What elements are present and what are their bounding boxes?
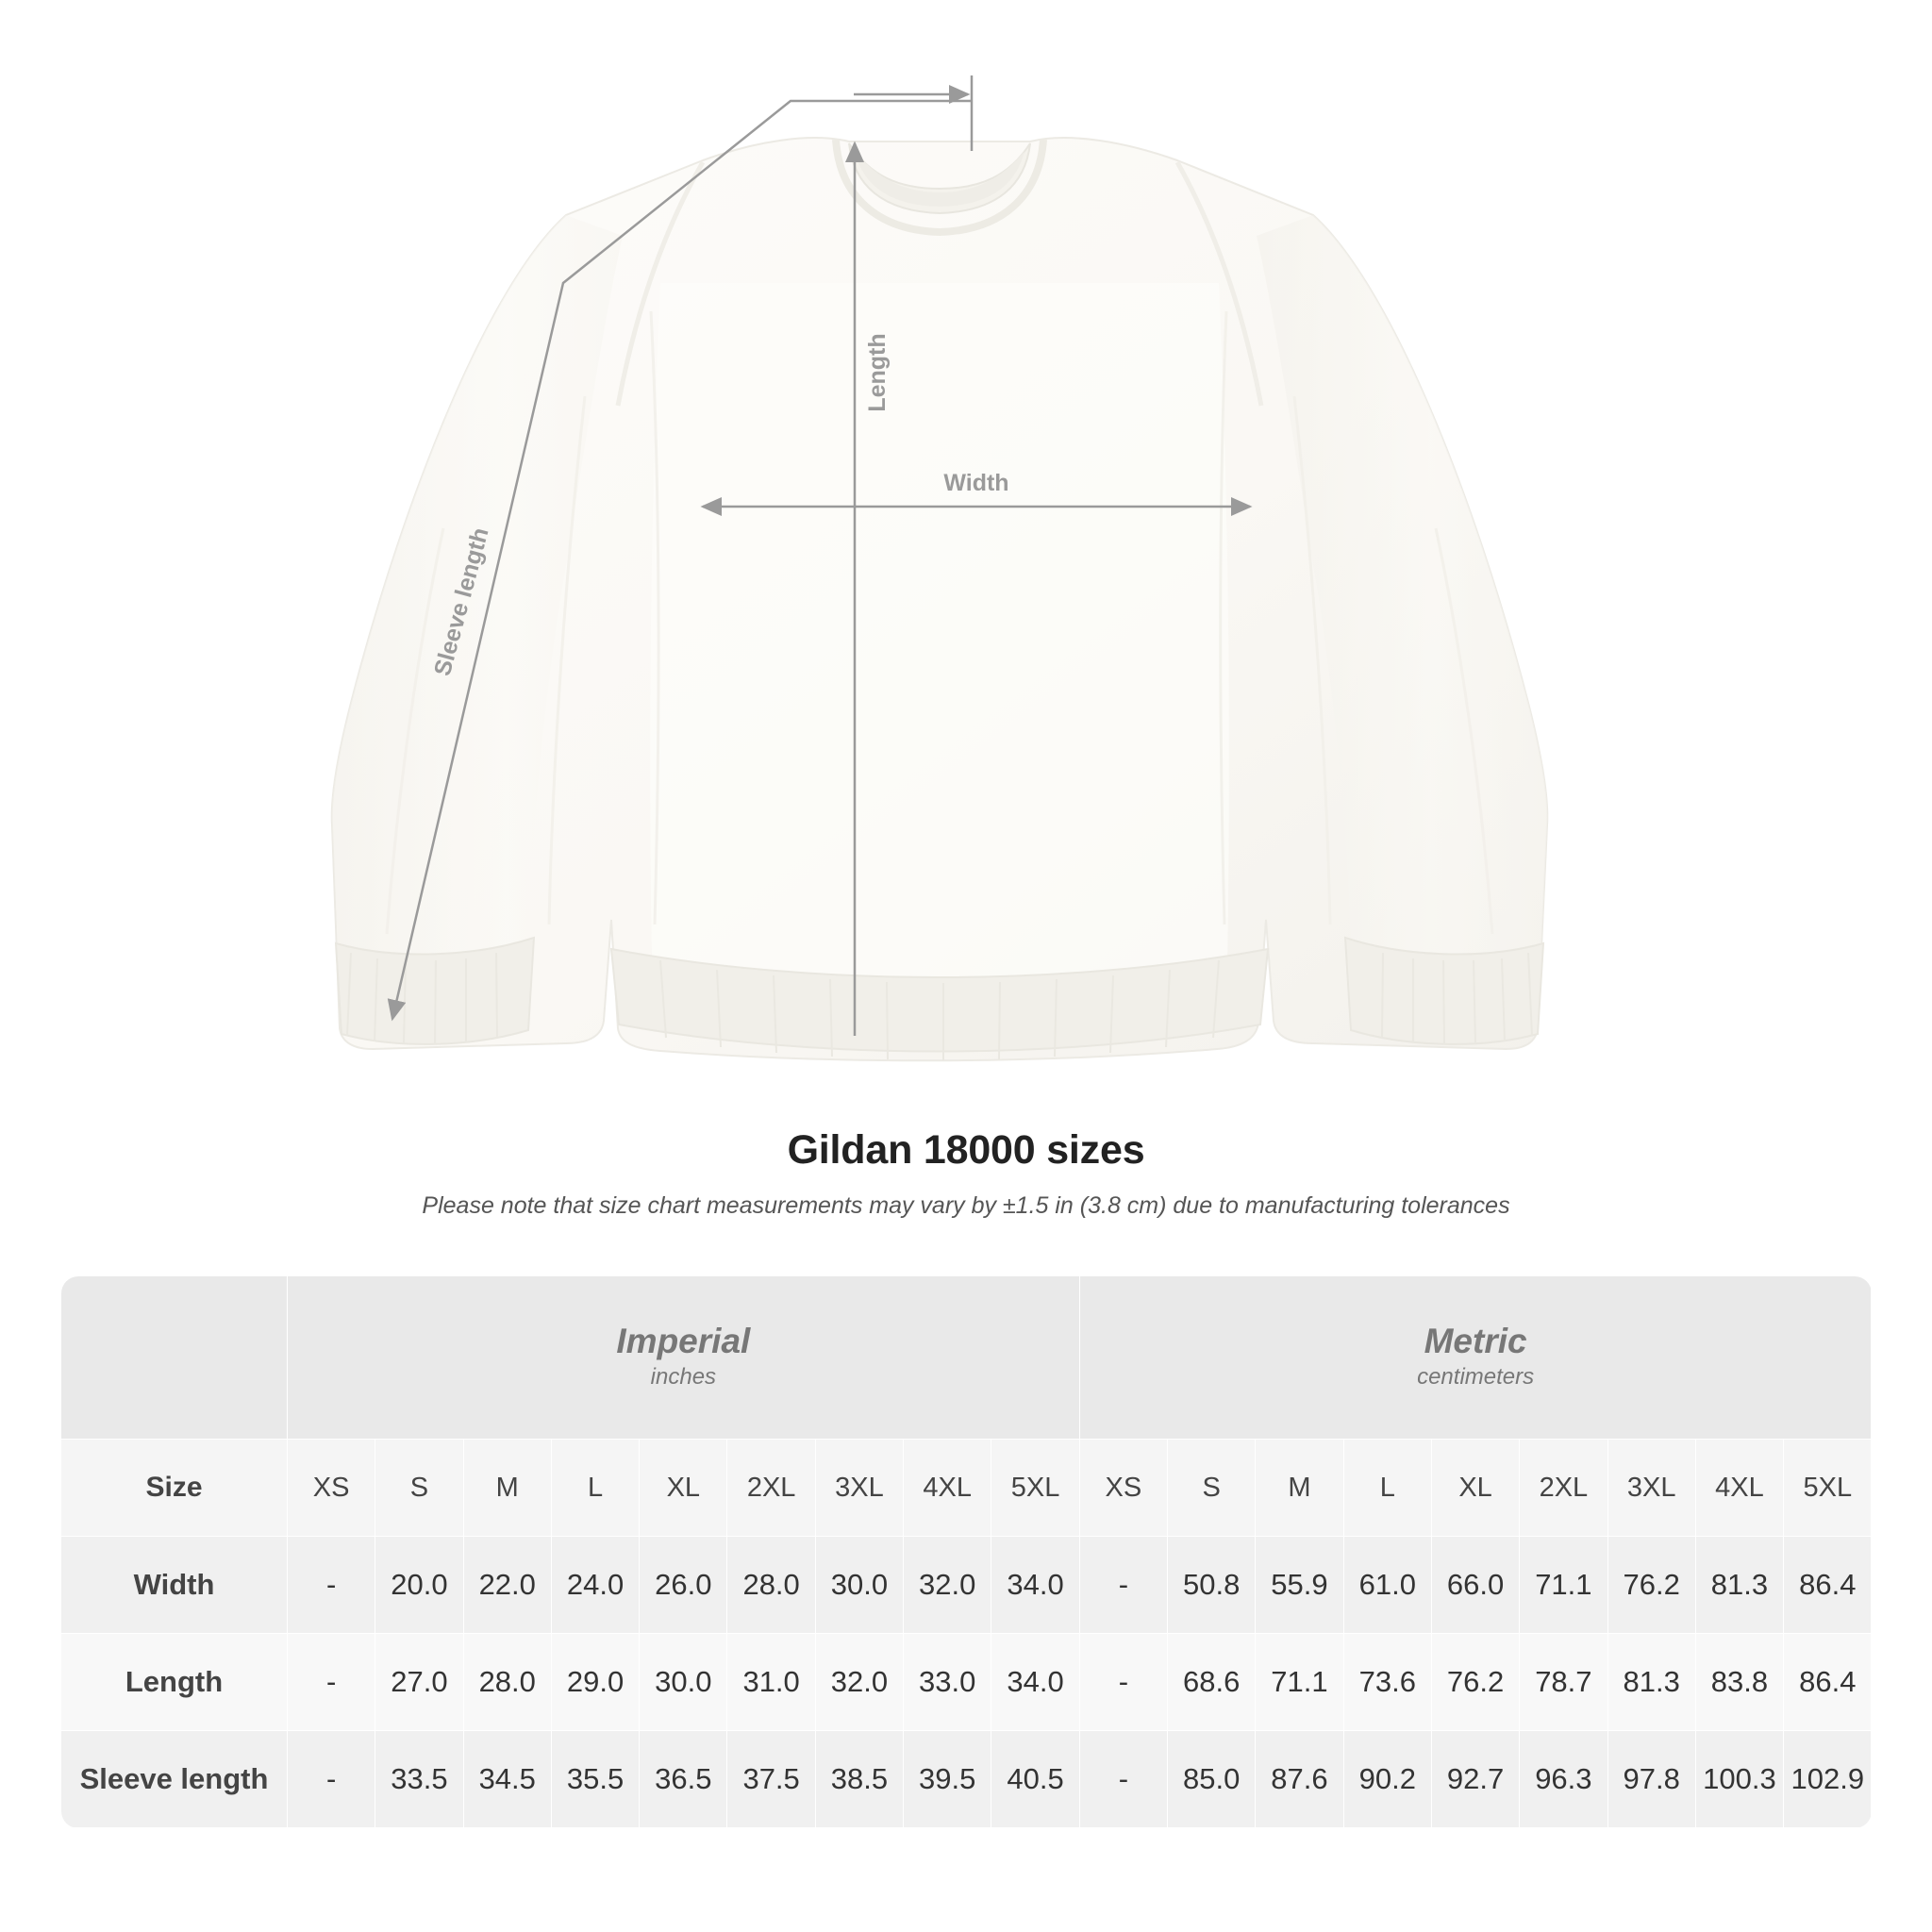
cell-width-imperial-xl: 26.0	[640, 1537, 727, 1634]
cell-width-imperial-5xl: 34.0	[991, 1537, 1079, 1634]
cell-sleeve-metric-2xl: 96.3	[1520, 1731, 1607, 1828]
cell-width-metric-2xl: 71.1	[1520, 1537, 1607, 1634]
size-header-metric-xl: XL	[1431, 1440, 1519, 1537]
cell-length-imperial-l: 29.0	[551, 1634, 639, 1731]
cell-width-metric-s: 50.8	[1168, 1537, 1256, 1634]
cell-length-metric-xl: 76.2	[1431, 1634, 1519, 1731]
table-row	[61, 1537, 1872, 1634]
size-header-imperial-2xl: 2XL	[727, 1440, 815, 1537]
cell-length-imperial-s: 27.0	[375, 1634, 463, 1731]
cell-width-imperial-2xl: 28.0	[727, 1537, 815, 1634]
cell-sleeve-imperial-xs: -	[288, 1731, 375, 1828]
unit-header-row	[61, 1276, 1872, 1440]
cell-length-metric-4xl: 83.8	[1695, 1634, 1783, 1731]
row-label-length: Length	[61, 1634, 288, 1731]
cell-sleeve-metric-xl: 92.7	[1431, 1731, 1519, 1828]
size-header-imperial-m: M	[463, 1440, 551, 1537]
cell-length-metric-5xl: 86.4	[1784, 1634, 1872, 1731]
cell-sleeve-metric-l: 90.2	[1343, 1731, 1431, 1828]
cell-sleeve-imperial-2xl: 37.5	[727, 1731, 815, 1828]
unit-header-imperial	[288, 1276, 1080, 1440]
size-table-wrapper	[60, 1275, 1872, 1828]
size-header-imperial-xl: XL	[640, 1440, 727, 1537]
cell-sleeve-imperial-l: 35.5	[551, 1731, 639, 1828]
cell-sleeve-imperial-5xl: 40.5	[991, 1731, 1079, 1828]
cell-sleeve-imperial-s: 33.5	[375, 1731, 463, 1828]
size-header-imperial-5xl: 5XL	[991, 1440, 1079, 1537]
size-row-label: Size	[61, 1440, 288, 1537]
chart-header	[0, 1127, 1932, 1220]
size-header-metric-3xl: 3XL	[1607, 1440, 1695, 1537]
cell-length-metric-xs: -	[1079, 1634, 1167, 1731]
size-header-imperial-3xl: 3XL	[815, 1440, 903, 1537]
cell-width-imperial-s: 20.0	[375, 1537, 463, 1634]
row-label-width: Width	[61, 1537, 288, 1634]
table-corner	[61, 1276, 288, 1440]
size-table	[60, 1275, 1872, 1828]
size-header-metric-xs: XS	[1079, 1440, 1167, 1537]
size-header-metric-s: S	[1168, 1440, 1256, 1537]
cell-sleeve-metric-5xl: 102.9	[1784, 1731, 1872, 1828]
size-header-metric-m: M	[1256, 1440, 1343, 1537]
table-row	[61, 1731, 1872, 1828]
cell-length-imperial-xl: 30.0	[640, 1634, 727, 1731]
cell-width-metric-xl: 66.0	[1431, 1537, 1519, 1634]
size-header-imperial-xs: XS	[288, 1440, 375, 1537]
cell-length-imperial-xs: -	[288, 1634, 375, 1731]
sleeve-length-label: Sleeve length	[428, 525, 494, 679]
cell-width-metric-xs: -	[1079, 1537, 1167, 1634]
cell-length-imperial-3xl: 32.0	[815, 1634, 903, 1731]
cell-sleeve-imperial-3xl: 38.5	[815, 1731, 903, 1828]
cell-length-imperial-5xl: 34.0	[991, 1634, 1079, 1731]
cell-sleeve-imperial-m: 34.5	[463, 1731, 551, 1828]
cell-sleeve-metric-m: 87.6	[1256, 1731, 1343, 1828]
size-header-metric-4xl: 4XL	[1695, 1440, 1783, 1537]
cell-length-metric-m: 71.1	[1256, 1634, 1343, 1731]
length-label: Length	[864, 333, 891, 412]
cell-sleeve-metric-4xl: 100.3	[1695, 1731, 1783, 1828]
cell-width-imperial-l: 24.0	[551, 1537, 639, 1634]
width-label: Width	[943, 470, 1009, 496]
cell-width-metric-4xl: 81.3	[1695, 1537, 1783, 1634]
unit-name-metric: Metric	[1424, 1321, 1527, 1360]
unit-sub-metric: centimeters	[1417, 1364, 1535, 1391]
unit-header-metric	[1079, 1276, 1872, 1440]
cell-width-metric-3xl: 76.2	[1607, 1537, 1695, 1634]
cell-width-imperial-4xl: 32.0	[904, 1537, 991, 1634]
cell-length-metric-s: 68.6	[1168, 1634, 1256, 1731]
cell-width-imperial-3xl: 30.0	[815, 1537, 903, 1634]
cell-length-metric-3xl: 81.3	[1607, 1634, 1695, 1731]
cell-length-metric-l: 73.6	[1343, 1634, 1431, 1731]
cell-width-imperial-m: 22.0	[463, 1537, 551, 1634]
cell-width-metric-5xl: 86.4	[1784, 1537, 1872, 1634]
unit-name-imperial: Imperial	[616, 1321, 751, 1360]
cell-width-metric-m: 55.9	[1256, 1537, 1343, 1634]
sweatshirt-graphic	[332, 138, 1548, 1060]
tolerance-note: Please note that size chart measurements may vary by ±1.5 in (3.8 cm) due to manufacturing tolerances	[422, 1192, 1510, 1219]
cell-sleeve-metric-3xl: 97.8	[1607, 1731, 1695, 1828]
table-row	[61, 1634, 1872, 1731]
cell-width-imperial-xs: -	[288, 1537, 375, 1634]
cell-length-imperial-m: 28.0	[463, 1634, 551, 1731]
cell-sleeve-imperial-xl: 36.5	[640, 1731, 727, 1828]
size-header-imperial-l: L	[551, 1440, 639, 1537]
size-header-metric-5xl: 5XL	[1784, 1440, 1872, 1537]
size-header-metric-2xl: 2XL	[1520, 1440, 1607, 1537]
cell-sleeve-imperial-4xl: 39.5	[904, 1731, 991, 1828]
unit-sub-imperial: inches	[650, 1364, 717, 1391]
size-header-imperial-4xl: 4XL	[904, 1440, 991, 1537]
cell-sleeve-metric-s: 85.0	[1168, 1731, 1256, 1828]
size-header-imperial-s: S	[375, 1440, 463, 1537]
cell-length-imperial-4xl: 33.0	[904, 1634, 991, 1731]
cell-length-metric-2xl: 78.7	[1520, 1634, 1607, 1731]
size-header-metric-l: L	[1343, 1440, 1431, 1537]
row-label-sleeve-length: Sleeve length	[61, 1731, 288, 1828]
cell-width-metric-l: 61.0	[1343, 1537, 1431, 1634]
cell-length-imperial-2xl: 31.0	[727, 1634, 815, 1731]
cell-sleeve-metric-xs: -	[1079, 1731, 1167, 1828]
page-title: Gildan 18000 sizes	[787, 1127, 1145, 1173]
size-header-row	[61, 1440, 1872, 1537]
